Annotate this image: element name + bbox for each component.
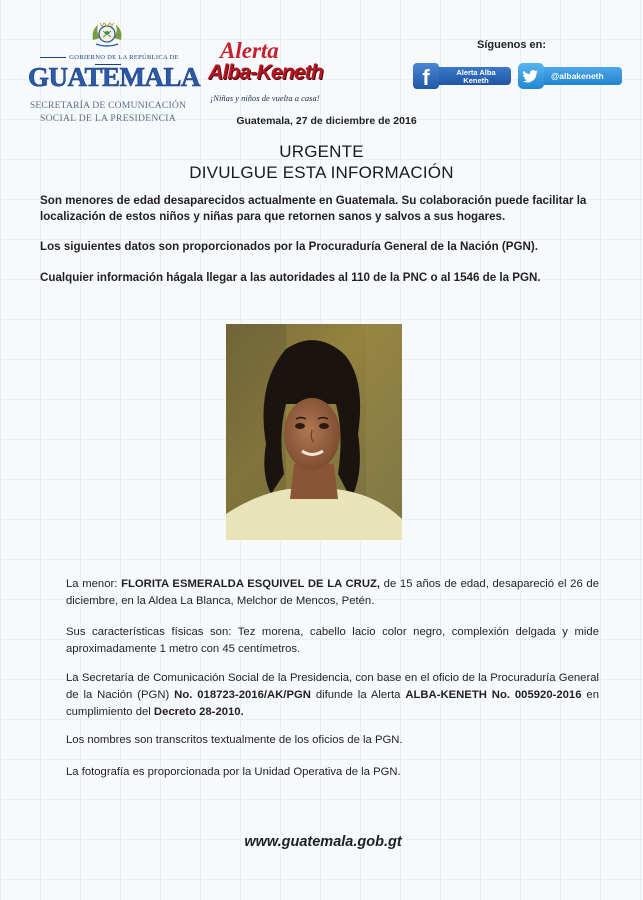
coat-of-arms-icon: [90, 20, 124, 48]
title-spread-info: DIVULGUE ESTA INFORMACIÓN: [189, 163, 454, 182]
twitter-icon: [518, 63, 544, 89]
twitter-label: @albakeneth: [551, 71, 604, 81]
publication-date: Guatemala, 27 de diciembre de 2016: [236, 115, 417, 127]
decree-number: Decreto 28-2010.: [153, 706, 244, 718]
details-paragraph-names-note: Los nombres son transcritos textualmente de los oficios de la PGN.: [66, 734, 403, 746]
government-logo: [28, 20, 201, 126]
intro-paragraph-2: Los siguientes datos son proporcionados por la Procuraduría General de la Nación (PGN).: [40, 240, 538, 253]
details-paragraph-photo-note: La fotografía es proporcionada por la Unidad Operativa de la PGN.: [66, 766, 401, 778]
missing-child-photo: [226, 324, 402, 540]
intro-paragraph-3: Cualquier información hágala llegar a las autoridades al 110 de la PNC o al 1546 de la PGN.: [40, 271, 541, 284]
alba-keneth-logo: [206, 38, 341, 110]
footer-website-link[interactable]: www.guatemala.gob.gt: [244, 834, 402, 850]
gov-logo-line3: SECRETARÍA DE COMUNICACIÓN: [29, 100, 187, 111]
minor-name: FLORITA ESMERALDA ESQUIVEL DE LA CRUZ,: [121, 578, 381, 590]
intro-paragraph-1: Son menores de edad desaparecidos actualmente en Guatemala. Su colaboración puede facilitar la localización de estos niños y niñas para que retornen sanos y salvos a sus hogares.: [40, 194, 587, 223]
details-paragraph-legal: [66, 670, 599, 721]
legal-text-a: La Secretaría de Comunicación Social de la Presidencia, con base en el oficio de la Procuraduría General de la Nación (PGN): [66, 672, 599, 701]
gov-logo-line4: SOCIAL DE LA PRESIDENCIA: [39, 113, 177, 124]
alba-keneth-word: Alba-Keneth: [208, 61, 323, 84]
follow-label: Síguenos en:: [477, 39, 547, 51]
legal-text-c: en cumplimiento del: [66, 689, 599, 718]
details-paragraph-characteristics: Sus características físicas son: Tez morena, cabello lacio color negro, complexión delgada y mide aproximadamente 1 metro con 45 centímetros.: [66, 626, 599, 655]
gov-logo-wordmark: GUATEMALA: [28, 62, 201, 92]
alert-number: ALBA-KENETH No. 005920-2016: [405, 689, 582, 701]
twitter-link[interactable]: [518, 63, 622, 89]
facebook-icon: f: [413, 63, 439, 89]
facebook-link[interactable]: [413, 63, 511, 89]
title-urgent: URGENTE: [279, 142, 364, 161]
legal-text-b: difunde la Alerta: [310, 689, 406, 701]
details-minor-suffix: de 15 años de edad, desapareció el 26 de diciembre, en la Aldea La Blanca, Melchor de Mencos, Petén.: [66, 578, 599, 607]
details-minor-prefix: La menor:: [66, 578, 122, 590]
gov-logo-line1: GOBIERNO DE LA REPÚBLICA DE: [28, 54, 188, 68]
details-paragraph-minor: [66, 576, 599, 610]
oficio-number: No. 018723-2016/AK/PGN: [174, 689, 311, 701]
facebook-label: Alerta Alba Keneth: [456, 68, 496, 85]
alerta-word: Alerta: [220, 38, 279, 63]
alba-keneth-slogan: ¡Niñas y niños de vuelta a casa!: [210, 93, 320, 103]
